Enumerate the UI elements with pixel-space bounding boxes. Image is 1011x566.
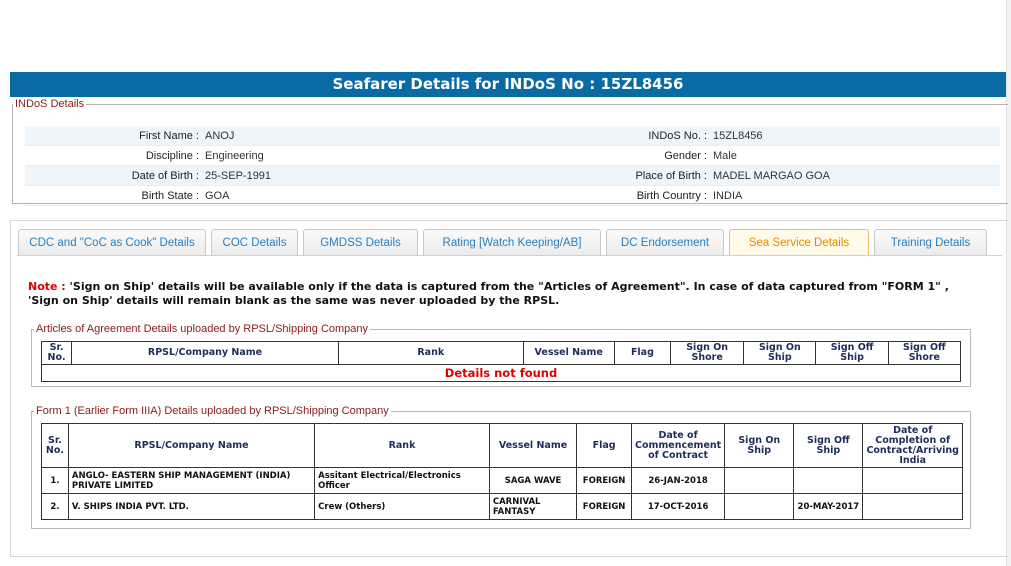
cell-date-of-commencement: 17-OCT-2016 [631,494,724,520]
col-flag: Flag [577,424,632,468]
indos-details-legend: INDoS Details [15,98,85,110]
cell-sign-on-ship [725,494,794,520]
tab-cdc-details[interactable]: CDC and "CoC as Cook" Details [18,229,206,256]
tab-sea-service-details[interactable]: Sea Service Details [729,229,869,256]
col-company-name: RPSL/Company Name [68,424,314,468]
tab-divider [17,255,1002,256]
discipline-label: Discipline : [145,150,199,162]
form1-table [41,423,963,520]
col-vessel-name: Vessel Name [489,424,576,468]
form1-header-row [42,424,963,468]
col-flag: Flag [614,342,670,365]
info-row [25,166,1000,186]
tab-training-details[interactable]: Training Details [874,229,987,256]
tab-bar [18,229,992,256]
tab-dc-endorsement[interactable]: DC Endorsement [606,229,724,256]
col-sign-off-ship: Sign Off Ship [794,424,863,468]
cell-date-of-commencement: 26-JAN-2018 [631,468,724,494]
cell-sr-no: 1. [42,468,69,494]
cell-company-name: V. SHIPS INDIA PVT. LTD. [68,494,314,520]
cell-sign-off-ship [794,468,863,494]
note-label: Note : [28,280,66,293]
articles-empty-row [42,365,961,382]
cell-company-name: ANGLO- EASTERN SHIP MANAGEMENT (INDIA) PRIVATE LIMITED [68,468,314,494]
col-sign-off-shore: Sign Off Shore [888,342,960,365]
info-row [25,186,1000,206]
discipline-value: Engineering [205,150,264,162]
col-date-of-completion: Date of Completion of Contract/Arriving India [863,424,963,468]
cell-flag: FOREIGN [577,468,632,494]
cell-sign-off-ship: 20-MAY-2017 [794,494,863,520]
articles-section [31,323,971,387]
dob-label: Date of Birth : [131,170,199,182]
birth-state-value: GOA [205,190,230,202]
first-name-value: ANOJ [205,130,235,142]
place-of-birth-label: Place of Birth : [635,170,707,182]
indos-no-label: INDoS No. : [648,130,707,142]
articles-table [41,341,961,382]
tab-coc-details[interactable]: COC Details [211,229,298,256]
sign-on-note [28,280,983,308]
dob-value: 25-SEP-1991 [205,170,272,182]
col-vessel-name: Vessel Name [523,342,614,365]
form1-section [31,405,971,529]
indos-no-value: 15ZL8456 [713,130,763,142]
col-sign-on-shore: Sign On Shore [671,342,744,365]
tab-rating-watch-keeping[interactable]: Rating [Watch Keeping/AB] [423,229,601,256]
note-text: 'Sign on Ship' details will be available only if the data is captured from the "Articles of Agreement". In case of data captured from "FORM 1" , 'Sign on Ship' details will remain blank as the same was never uploaded by the RPSL. [28,280,949,307]
indos-details-section [12,98,1008,204]
indos-info-grid [25,126,1000,206]
form1-legend: Form 1 (Earlier Form IIIA) Details uploaded by RPSL/Shipping Company [36,405,389,417]
col-sr-no: Sr. No. [42,342,72,365]
table-row [42,494,963,520]
page-title: Seafarer Details for INDoS No : 15ZL8456 [10,72,1006,97]
col-sign-off-ship: Sign Off Ship [816,342,888,365]
col-rank: Rank [338,342,523,365]
col-sr-no: Sr. No. [42,424,69,468]
tab-gmdss-details[interactable]: GMDSS Details [303,229,418,256]
cell-date-of-completion [863,468,963,494]
cell-sign-on-ship [725,468,794,494]
cell-rank: Assitant Electrical/Electronics Officer [315,468,490,494]
cell-date-of-completion [863,494,963,520]
birth-state-label: Birth State : [141,190,199,202]
first-name-label: First Name : [139,130,199,142]
cell-vessel-name: SAGA WAVE [489,468,576,494]
cell-vessel-name: CARNIVAL FANTASY [489,494,576,520]
gender-label: Gender : [664,150,707,162]
cell-sr-no: 2. [42,494,69,520]
col-sign-on-ship: Sign On Ship [725,424,794,468]
details-tab-panel [10,220,1008,557]
birth-country-value: INDIA [713,190,743,202]
cell-flag: FOREIGN [577,494,632,520]
table-row [42,468,963,494]
col-date-of-commencement: Date of Commencement of Contract [631,424,724,468]
col-company-name: RPSL/Company Name [72,342,339,365]
gender-value: Male [713,150,737,162]
details-not-found-message: Details not found [42,365,961,382]
articles-header-row [42,342,961,365]
info-row [25,126,1000,146]
info-row [25,146,1000,166]
articles-legend: Articles of Agreement Details uploaded by RPSL/Shipping Company [36,323,369,335]
cell-rank: Crew (Others) [315,494,490,520]
col-sign-on-ship: Sign On Ship [744,342,816,365]
place-of-birth-value: MADEL MARGAO GOA [713,170,830,182]
birth-country-label: Birth Country : [636,190,707,202]
col-rank: Rank [315,424,490,468]
